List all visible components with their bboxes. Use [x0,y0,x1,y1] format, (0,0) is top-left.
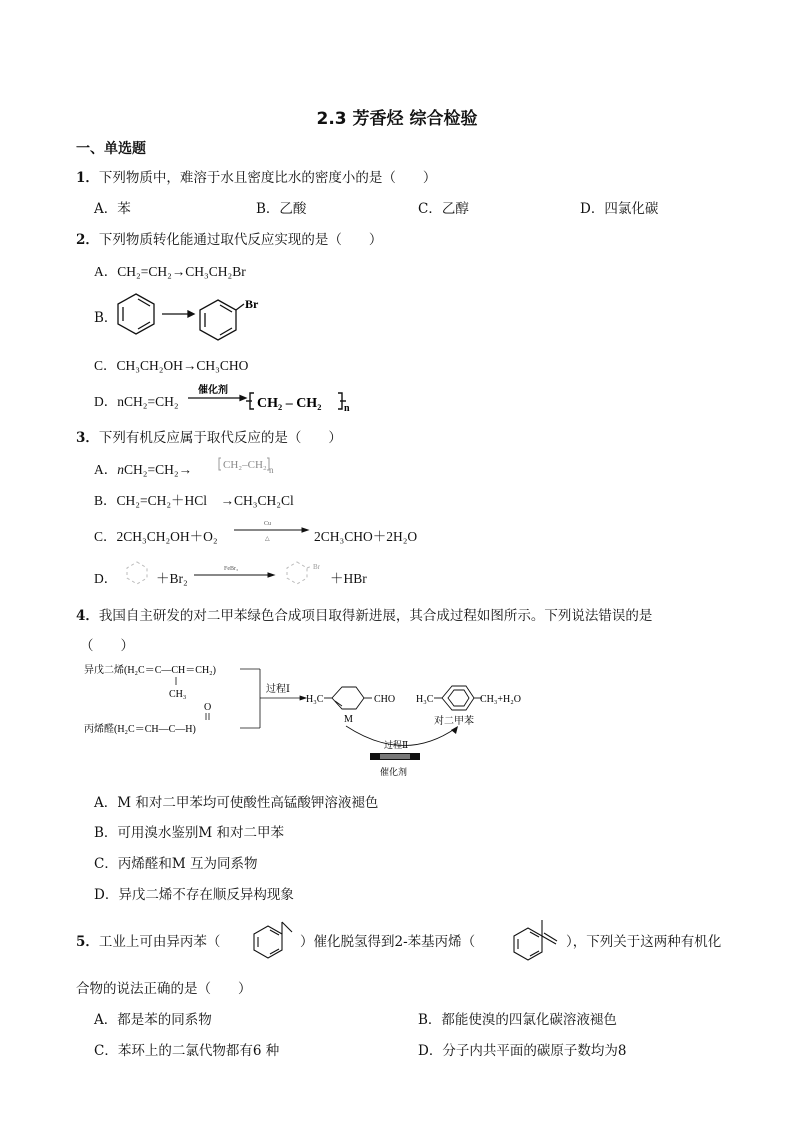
option-text: CH₂=CH₂→ [124,462,193,477]
q3-option-c-label[interactable]: C．2CH₃CH₂OH＋O₂ [94,529,218,544]
question-stem: 工业上可由异丙苯（ [98,934,221,950]
question-stem: 下列有机反应属于取代反应的是（ ） [98,430,342,446]
acrolein-o: O [204,702,212,713]
m-aldehyde: CHO [374,694,396,705]
q1-option-c[interactable]: C．乙醇 [418,201,469,217]
heat-label: △ [265,536,270,542]
bromobenzene-ring-icon [200,300,244,340]
q3-option-d-arrow [192,562,282,584]
q3-option-d-products: ＋HBr [330,571,367,586]
reaction-arrow-icon [194,573,274,577]
question-number: 4． [76,608,99,624]
q3-option-a[interactable] [94,458,192,478]
benzene-ring-icon [434,686,482,710]
q3-option-d-label[interactable]: D． [94,571,118,586]
q4-option-a[interactable]: A．M 和对二甲苯均可使酸性高锰酸钾溶液褪色 [94,795,379,811]
q2-option-b-reaction [114,290,274,342]
q4-synthesis-diagram [84,658,544,782]
question-5-part-a [76,930,220,950]
question-5-line-2: 合物的说法正确的是（ ） [76,981,252,997]
q3-benzene-faded-icon [124,560,150,586]
benzene-ring-icon [118,294,154,334]
q4-option-d[interactable]: D．异戊二烯不存在顺反异构现象 [94,887,294,903]
reaction-arrow-icon [234,528,308,532]
question-stem: 我国自主研发的对二甲苯绿色合成项目取得新进展，其合成过程如图所示。下列说法错误的是 [98,608,653,624]
q2-option-d-reaction [188,380,358,414]
q4-option-b[interactable]: B．可用溴水鉴别M 和对二甲苯 [94,825,285,841]
polymer-n: n [269,465,274,475]
question-5-part-c: ），下列关于这两种有机化 [566,934,722,950]
cyclohexene-ring-icon [324,687,372,709]
q3-option-b[interactable]: B．CH₂=CH₂＋HCl →CH₃CH₂Cl [94,493,294,508]
polymer-unit: CH₂ – CH₂ [257,396,322,411]
reaction-arrow-icon [260,696,306,700]
catalyst-label: FeBr₃ [224,566,239,572]
page-title: 2.3 芳香烃 综合检验 [316,109,478,129]
q1-option-d[interactable]: D．四氯化碳 [580,201,659,217]
q3-option-d-reagent: ＋Br₂ [156,571,188,586]
question-4 [76,604,652,624]
question-2 [76,228,382,248]
q2-option-c[interactable]: C．CH₃CH₂OH→CH₃CHO [94,358,249,373]
q2-option-b-label[interactable]: B． [94,310,118,326]
question-number: 2． [76,232,99,248]
q3-option-c-arrow [232,518,312,544]
reaction-arrow-icon [188,396,246,401]
question-1 [76,166,436,186]
question-5-part-b: ）催化脱氢得到2-苯基丙烯（ [300,934,476,950]
coefficient-n: n [117,462,124,477]
question-number: 3． [76,430,99,446]
option-label: A． [94,462,118,477]
alpha-methylstyrene-structure-icon [498,914,564,968]
q1-option-a[interactable]: A．苯 [94,201,131,217]
p-xylene-methyl: H₃C [416,694,434,705]
question-stem: 下列物质中，难溶于水且密度比水的密度小的是（ ） [98,170,437,186]
question-stem: 下列物质转化能通过取代反应实现的是（ ） [98,232,383,248]
section-heading: 一、单选题 [76,141,146,157]
process-2-label: 过程Ⅱ [384,740,409,750]
q2-option-d-label[interactable]: D．nCH₂=CH₂ [94,394,179,409]
q4-option-c[interactable]: C．丙烯醛和M 互为同系物 [94,856,258,872]
acrolein-label: 丙烯醛(H₂C＝CH—C—H) [84,724,196,735]
m-label: M [344,714,353,725]
question-3 [76,426,342,446]
question-number: 5． [76,934,99,950]
bromine-label: Br [245,297,259,311]
q5-option-a[interactable]: A．都是苯的同系物 [94,1012,212,1028]
cumene-structure-icon [238,916,298,968]
p-xylene-products: CH₃+H₂O [480,694,521,705]
question-4-bracket: （ ） [80,638,134,654]
q3-option-a-polymer [216,452,278,476]
question-number: 1． [76,170,99,186]
catalyst-label: 催化剂 [380,767,408,777]
q5-option-c[interactable]: C．苯环上的二氯代物都有6 种 [94,1043,280,1059]
q2-option-a[interactable]: A．CH₂=CH₂→CH₃CH₂Br [94,264,246,279]
reactant-bracket-icon [240,669,260,728]
m-methyl: H₃C [306,694,324,705]
polymer-n: n [344,403,350,414]
catalyst-label: 催化剂 [198,385,228,396]
q3-option-c-products: 2CH₃CHO＋2H₂O [314,529,418,544]
q5-option-b[interactable]: B．都能使溴的四氯化碳溶液褪色 [418,1012,617,1028]
q1-option-b[interactable]: B．乙酸 [256,201,307,217]
q3-bromobenzene-faded-icon [284,558,328,588]
isoprene-ch3: CH₃ [169,689,187,700]
bromine-label: Br [313,563,320,571]
reaction-arrow-icon [162,311,194,317]
polymer-unit: CH₂–CH₂ [223,459,267,471]
q5-option-d[interactable]: D．分子内共平面的碳原子数均为8 [418,1043,627,1059]
process-1-label: 过程Ⅰ [266,684,290,695]
catalyst-label: Cu [264,521,272,527]
p-xylene-label: 对二甲苯 [434,716,474,727]
isoprene-label: 异戊二烯(H₂C＝C—CH＝CH₂) [84,665,216,676]
